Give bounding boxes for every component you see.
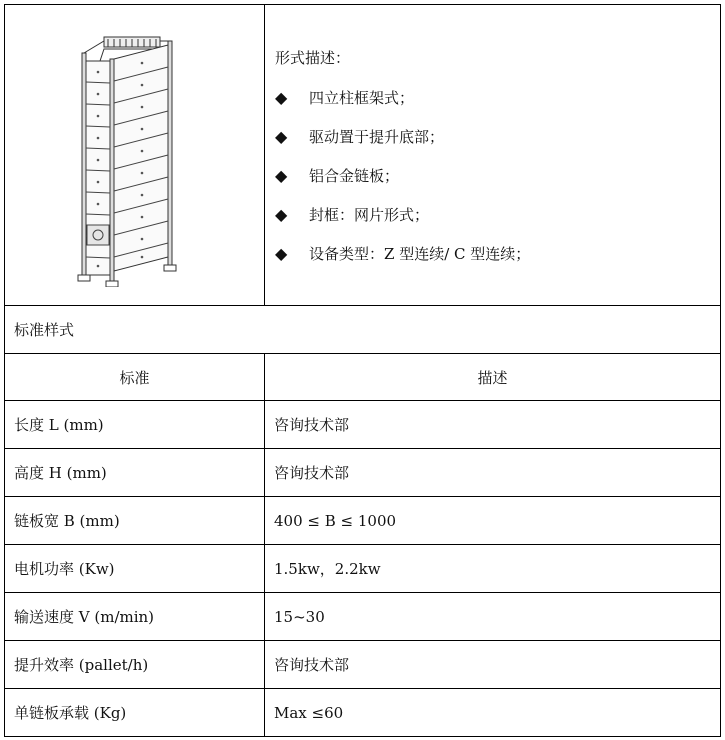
diamond-bullet-icon: ◆ (275, 88, 288, 107)
row-label: 电机功率 (Kw) (5, 545, 265, 593)
list-item: ◆ 四立柱框架式； (275, 88, 415, 107)
list-item: ◆ 封框：网片形式； (275, 205, 430, 224)
row-label: 长度 L (mm) (5, 401, 265, 449)
list-item: ◆ 铝合金链板； (275, 166, 400, 185)
row-value: Max ≤60 (265, 689, 721, 737)
table-row (5, 449, 721, 497)
row-label: 提升效率 (pallet/h) (5, 641, 265, 689)
table-row (5, 689, 721, 737)
row-label: 输送速度 V (m/min) (5, 593, 265, 641)
table-row (5, 593, 721, 641)
row-value: 咨询技术部 (265, 401, 721, 449)
header-standard: 标准 (5, 354, 265, 401)
row-value: 15~30 (265, 593, 721, 641)
section-title: 标准样式 (5, 306, 721, 354)
row-value: 400 ≤ B ≤ 1000 (265, 497, 721, 545)
row-value: 咨询技术部 (265, 449, 721, 497)
diamond-bullet-icon: ◆ (275, 205, 288, 224)
description-cell (265, 5, 721, 306)
row-value: 1.5kw，2.2kw (265, 545, 721, 593)
table-row (5, 545, 721, 593)
product-image-cell (5, 5, 265, 306)
list-item: ◆ 设备类型：Z 型连续/ C 型连续； (275, 244, 531, 263)
row-label: 单链板承载 (Kg) (5, 689, 265, 737)
list-item: ◆ 驱动置于提升底部； (275, 127, 445, 146)
description-title: 形式描述： (275, 48, 351, 67)
row-value: 咨询技术部 (265, 641, 721, 689)
description-list (275, 88, 720, 264)
spec-table (4, 4, 721, 737)
vertical-lift-illustration (70, 35, 200, 287)
header-description: 描述 (265, 354, 721, 401)
row-label: 链板宽 B (mm) (5, 497, 265, 545)
table-row (5, 401, 721, 449)
diamond-bullet-icon: ◆ (275, 244, 288, 263)
row-label: 高度 H (mm) (5, 449, 265, 497)
table-row (5, 641, 721, 689)
table-row (5, 497, 721, 545)
diamond-bullet-icon: ◆ (275, 166, 288, 185)
diamond-bullet-icon: ◆ (275, 127, 288, 146)
